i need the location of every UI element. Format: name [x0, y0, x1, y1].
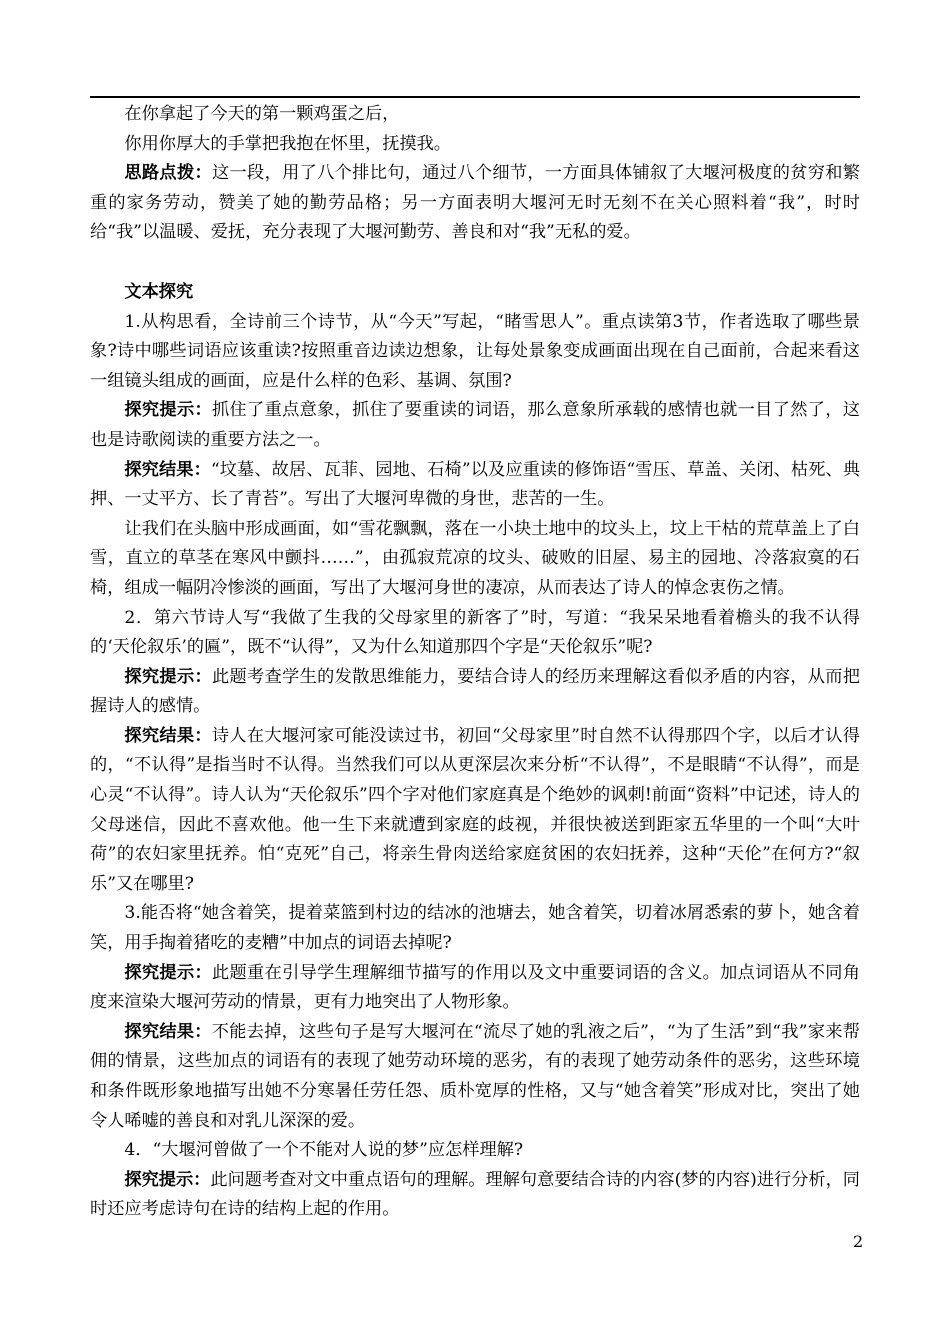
q4-hint-text: 此问题考查对文中重点语句的理解。理解句意要结合诗的内容(梦的内容)进行分析，同时还应考虑诗句在诗的结构上起的作用。 [90, 1169, 860, 1220]
q2-question: 2．第六节诗人写“我做了生我的父母家里的新客了”时，写道：“我呆呆地看着檐头的我不认得的‘天伦叙乐’的匾”，既不“认得”，又为什么知道那四个字是“天伦叙乐”呢? [90, 607, 860, 658]
poem-line-1: 在你拿起了今天的第一颗鸡蛋之后， [124, 104, 400, 124]
q4-hint [90, 1166, 860, 1225]
q3-result-label: 探究结果： [124, 1021, 212, 1042]
q2-result [90, 722, 860, 900]
q3-hint [90, 959, 860, 1018]
page-body [90, 100, 860, 1225]
q4-question: 4．“大堰河曾做了一个不能对人说的梦”应怎样理解? [124, 1140, 524, 1161]
header-rule [90, 96, 860, 98]
q1-hint-label: 探究提示： [124, 400, 212, 421]
q2-hint-text: 此题考查学生的发散思维能力，要结合诗人的经历来理解这看似矛盾的内容，从而把握诗人的感情。 [90, 666, 860, 717]
q1-hint-text: 抓住了重点意象，抓住了要重读的词语，那么意象所承载的感情也就一目了然了，这也是诗歌阅读的重要方法之一。 [90, 400, 860, 450]
q2-result-text: 诗人在大堰河家可能没读过书，初回“父母家里”时自然不认得那四个字，以后才认得的，“不认得”是指当时不认得。当然我们可以从更深层次来分析“不认得”，不是眼睛“不认得”，而是心灵“不认得”。诗人认为“天伦叙乐”四个字对他们家庭真是个绝妙的讽刺!前面“资料”中记述，诗人的父母迷信，因此不喜欢他。他一生下来就遭到家庭的歧视，并很快被送到距家五华里的一个叫“大叶荷”的农妇家里抚养。怕“克死”自己，将亲生骨肉送给家庭贫困的农妇抚养，这种“天伦”在何方?“叙乐”又在哪里? [90, 725, 860, 894]
q1-result-text: “坟墓、故居、瓦菲、园地、石椅”以及应重读的修饰语“雪压、草盖、关闭、枯死、典押、一丈平方、长了青苔”。写出了大堰河卑微的身世，悲苦的一生。 [90, 459, 860, 510]
section-title: 文本探究 [124, 281, 194, 302]
q1-question: 1.从构思看，全诗前三个诗节，从“今天”写起，“睹雪思人”。重点读第3节，作者选取了哪些景象?诗中哪些词语应该重读?按照重音边读边想象，让每处景象变成画面出现在自己面前，合起来看这一组镜头组成的画面，应是什么样的色彩、基调、氛围? [90, 311, 860, 391]
section-gap [90, 248, 860, 278]
poem-line-2: 你用你厚大的手掌把我抱在怀里，抚摸我。 [124, 133, 451, 154]
q1-extra: 让我们在头脑中形成画面，如“雪花飘飘，落在一小块土地中的坟头上，坟上干枯的荒草盖上了白雪，直立的草茎在寒风中颤抖……”，由孤寂荒凉的坟头、破败的旧屋、易主的园地、冷落寂寞的石椅，组成一幅阴冷惨淡的画面，写出了大堰河身世的凄凉，从而表达了诗人的悼念衷伤之情。 [90, 518, 860, 598]
q3-result-text: 不能去掉，这些句子是写大堰河在“流尽了她的乳液之后”，“为了生活”到“我”家来帮佣的情景，这些加点的词语有的表现了她劳动环境的恶劣，有的表现了她劳动条件的恶劣，这些环境和条件既形象地描写出她不分寒暑任劳任怨、质朴宽厚的性格，又与“她含着笑”形成对比，突出了她令人唏嘘的善良和对乳儿深深的爱。 [90, 1021, 860, 1131]
analysis-label: 思路点拨： [124, 163, 212, 184]
page-number: 2 [853, 1232, 864, 1251]
analysis-paragraph [90, 159, 860, 248]
q2-result-label: 探究结果： [124, 725, 212, 746]
q1-result [90, 456, 860, 515]
q3-result [90, 1018, 860, 1136]
q3-hint-text: 此题重在引导学生理解细节描写的作用以及文中重要词语的含义。加点词语从不同角度来渲染大堰河劳动的情景，更有力地突出了人物形象。 [90, 962, 860, 1013]
q1-hint [90, 396, 860, 455]
analysis-text: 这一段，用了八个排比句，通过八个细节，一方面具体铺叙了大堰河极度的贫穷和繁重的家务劳动，赞美了她的勤劳品格；另一方面表明大堰河无时无刻不在关心照料着“我”，时时给“我”以温暖、爱抚，充分表现了大堰河勤劳、善良和对“我”无私的爱。 [90, 163, 860, 243]
q2-hint-label: 探究提示： [124, 666, 212, 687]
q3-question: 3.能否将“她含着笑，提着菜篮到村边的结冰的池塘去，她含着笑，切着冰屑悉索的萝卜，她含着笑，用手掏着猪吃的麦糟”中加点的词语去掉呢? [90, 903, 860, 954]
q3-hint-label: 探究提示： [124, 962, 212, 983]
q1-result-label: 探究结果： [124, 459, 211, 480]
q4-hint-label: 探究提示： [124, 1169, 211, 1190]
q2-hint [90, 663, 860, 722]
